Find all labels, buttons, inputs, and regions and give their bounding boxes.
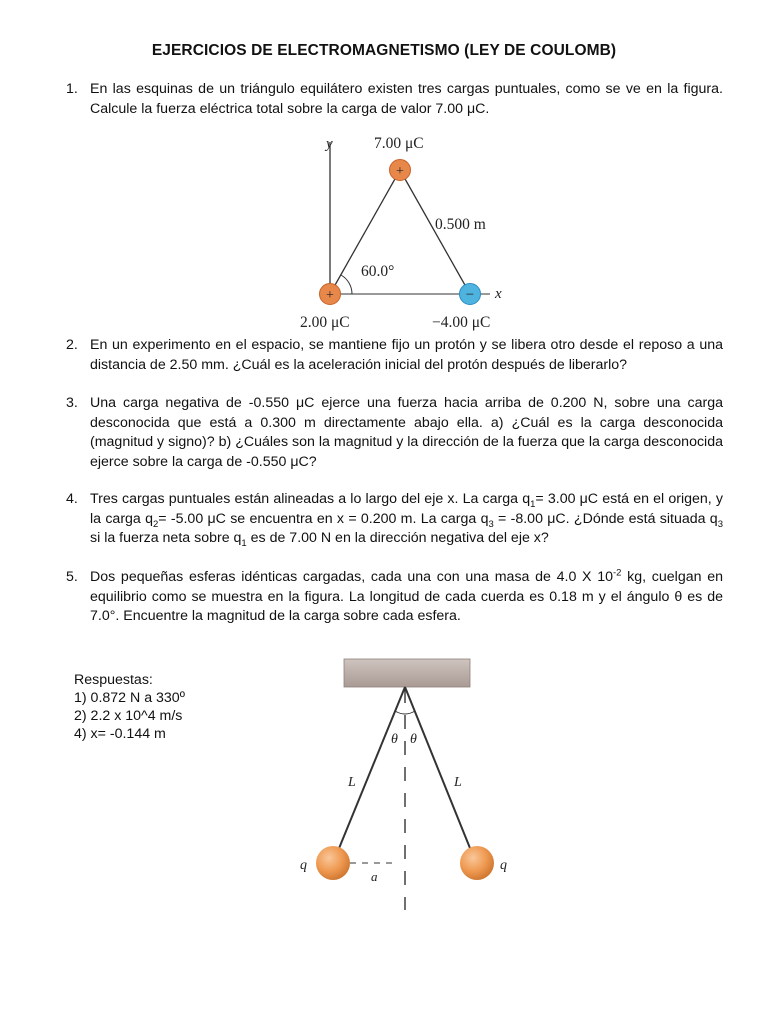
text-part: kg, cuelgan en equilibrio como se muestra en la figura. La longitud de cada cuerda es 0.18 m y el ángulo θ es de 7.0°. Encuentre la magnitud de la carga sobre cada esfera. [90,569,723,624]
problem-text: En las esquinas de un triángulo equilátero existen tres cargas puntuales, como se ve en la figura. Calcule la fuerza eléctrica total sobre la carga de valor 7.00 μC. [90,81,723,117]
charge-right-label: q [500,858,507,873]
angle-label: 60.0° [361,263,395,280]
right-charge-label: −4.00 μC [432,314,491,331]
subscript: 2 [153,518,159,530]
text-part: es de 7.00 N en la dirección negativa del eje x? [246,530,549,546]
hanging-spheres-figure [296,655,526,915]
length-left-label: L [348,775,356,790]
problem-text [90,490,723,549]
axis-y-label: y [326,136,333,152]
problem-text [90,568,723,627]
side-length-label: 0.500 m [435,216,486,233]
triangle-charges-figure [290,128,530,338]
problem-number: 4. [66,491,78,507]
text-part: Tres cargas puntuales están alineadas a lo largo del eje x. La carga q [90,491,531,507]
sphere-left [316,846,350,880]
length-right-label: L [454,775,462,790]
theta-left-label: θ [391,732,398,747]
problem-4 [66,490,723,549]
top-charge-label: 7.00 μC [374,135,424,152]
text-part: si la fuerza neta sobre q [90,530,242,546]
text-part: = -5.00 μC se encuentra en x = 0.200 m. La carga q [158,510,489,527]
subscript: 1 [241,537,247,549]
plus-sign: + [326,288,334,303]
superscript: -2 [613,567,622,579]
problem-1 [66,80,723,119]
problem-5 [66,568,723,627]
text-part: = 3.00 μC está en el origen, y la carga q [90,491,723,527]
minus-sign: − [465,287,475,303]
text-part: Dos pequeñas esferas idénticas cargadas, cada una con una masa de 4.0 X 10 [90,569,614,585]
subscript: 3 [488,518,494,530]
left-charge-label: 2.00 μC [300,314,350,331]
string-left [333,687,405,863]
theta-right-label: θ [410,732,417,747]
problem-number: 2. [66,337,78,353]
text-part: = -8.00 μC. ¿Dónde está situada q [493,510,718,527]
subscript: 1 [530,498,536,510]
angle-arc [341,275,352,294]
string-right [405,687,476,863]
answer-line: 4) x= -0.144 m [74,726,166,742]
axis-x-label: x [495,286,502,302]
answers-block [74,671,185,743]
sphere-right [460,846,494,880]
problem-number: 1. [66,81,78,97]
answer-line: 1) 0.872 N a 330º [74,690,185,706]
subscript: 3 [717,518,723,530]
problem-2 [66,336,723,375]
problem-number: 5. [66,569,78,585]
page-title: EJERCICIOS DE ELECTROMAGNETISMO (LEY DE COULOMB) [151,42,617,59]
plus-sign: + [396,164,404,179]
separation-label: a [371,869,378,884]
charge-left-label: q [300,858,307,873]
answers-heading: Respuestas: [74,672,153,688]
problem-text: En un experimento en el espacio, se mantiene fijo un protón y se libera otro desde el reposo a una distancia de 2.50 mm. ¿Cuál es la aceleración inicial del protón después de liberarlo? [90,337,723,373]
problem-number: 3. [66,395,78,411]
ceiling-block [344,659,470,687]
answer-line: 2) 2.2 x 10^4 m/s [74,708,183,724]
theta-arc [395,711,415,714]
problem-text: Una carga negativa de -0.550 μC ejerce una fuerza hacia arriba de 0.200 N, sobre una carga desconocida que está a 0.300 m directamente abajo ella. a) ¿Cuál es la carga desconocida (magnitud y signo)? b) ¿Cuáles son la magnitud y la dirección de la fuerza que la carga desconocida ejerce sobre la carga de -0.550 μC? [90,395,723,470]
problem-3 [66,394,723,472]
